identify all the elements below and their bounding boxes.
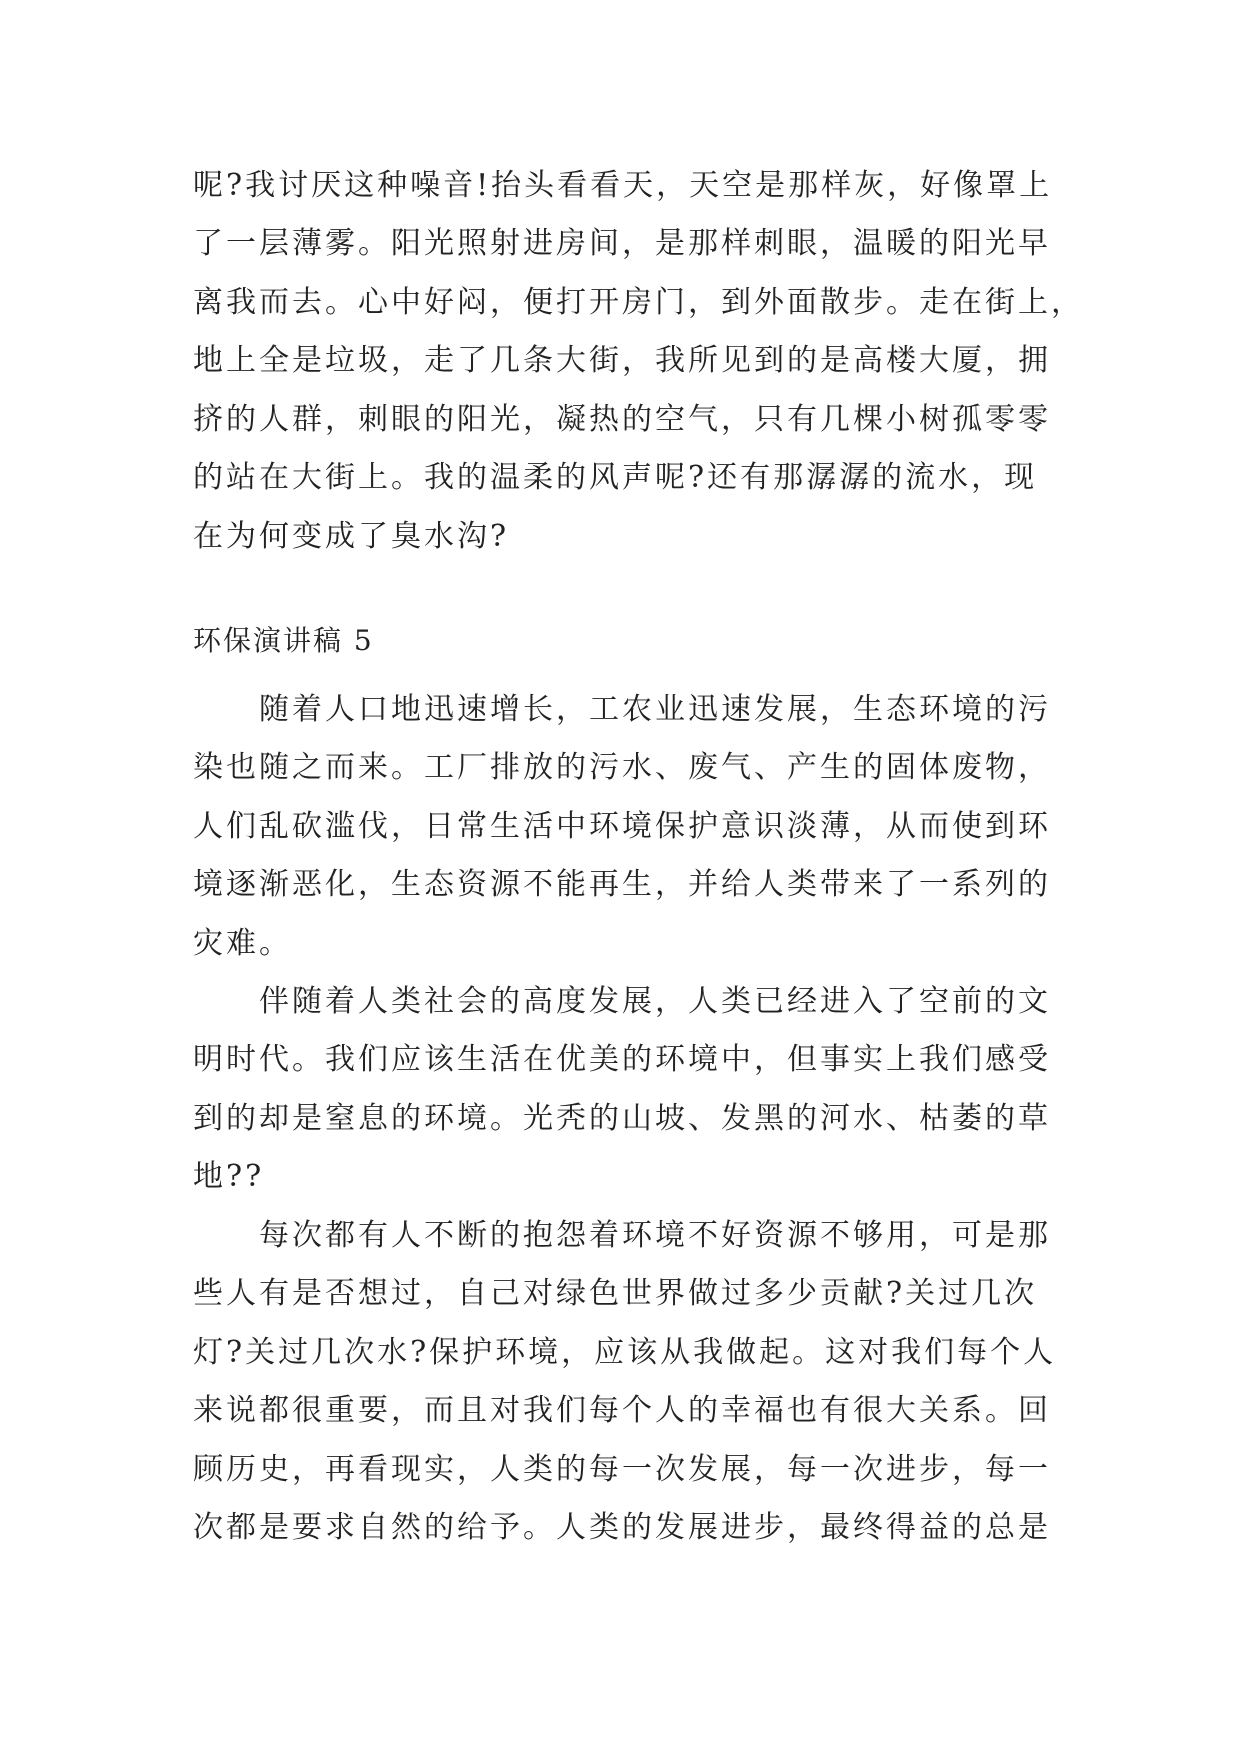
text-line: 些人有是否想过，自己对绿色世界做过多少贡献?关过几次 bbox=[193, 1276, 1038, 1311]
text-line: 伴随着人类社会的高度发展，人类已经进入了空前的文 bbox=[259, 984, 1051, 1019]
text-line: 明时代。我们应该生活在优美的环境中，但事实上我们感受 bbox=[193, 1042, 1051, 1077]
text-line: 地上全是垃圾，走了几条大街，我所见到的是高楼大厦，拥 bbox=[193, 343, 1051, 378]
section-title: 环保演讲稿 5 bbox=[193, 624, 374, 657]
text-line: 了一层薄雾。阳光照射进房间，是那样刺眼，温暖的阳光早 bbox=[193, 226, 1051, 261]
text-line: 的站在大街上。我的温柔的风声呢?还有那潺潺的流水，现 bbox=[193, 460, 1038, 495]
text-line: 离我而去。心中好闷，便打开房门，到外面散步。走在街上， bbox=[193, 285, 1084, 320]
text-line: 来说都很重要，而且对我们每个人的幸福也有很大关系。回 bbox=[193, 1393, 1051, 1428]
text-line: 随着人口地迅速增长，工农业迅速发展，生态环境的污 bbox=[259, 692, 1051, 727]
text-line: 挤的人群，刺眼的阳光，凝热的空气，只有几棵小树孤零零 bbox=[193, 402, 1051, 437]
text-line: 境逐渐恶化，生态资源不能再生，并给人类带来了一系列的 bbox=[193, 867, 1051, 902]
text-line: 在为何变成了臭水沟? bbox=[193, 519, 510, 554]
text-line: 呢?我讨厌这种噪音!抬头看看天，天空是那样灰，好像罩上 bbox=[193, 168, 1053, 203]
text-line: 灾难。 bbox=[193, 926, 292, 961]
text-line: 每次都有人不断的抱怨着环境不好资源不够用，可是那 bbox=[259, 1218, 1051, 1253]
text-line: 到的却是窒息的环境。光秃的山坡、发黑的河水、枯萎的草 bbox=[193, 1101, 1051, 1136]
text-line: 次都是要求自然的给予。人类的发展进步，最终得益的总是 bbox=[193, 1510, 1051, 1545]
text-line: 灯?关过几次水?保护环境，应该从我做起。这对我们每个人 bbox=[193, 1335, 1057, 1370]
text-line: 人们乱砍滥伐，日常生活中环境保护意识淡薄，从而使到环 bbox=[193, 809, 1051, 844]
text-line: 顾历史，再看现实，人类的每一次发展，每一次进步，每一 bbox=[193, 1452, 1051, 1487]
text-line: 染也随之而来。工厂排放的污水、废气、产生的固体废物， bbox=[193, 750, 1051, 785]
text-line: 地?? bbox=[193, 1159, 265, 1194]
